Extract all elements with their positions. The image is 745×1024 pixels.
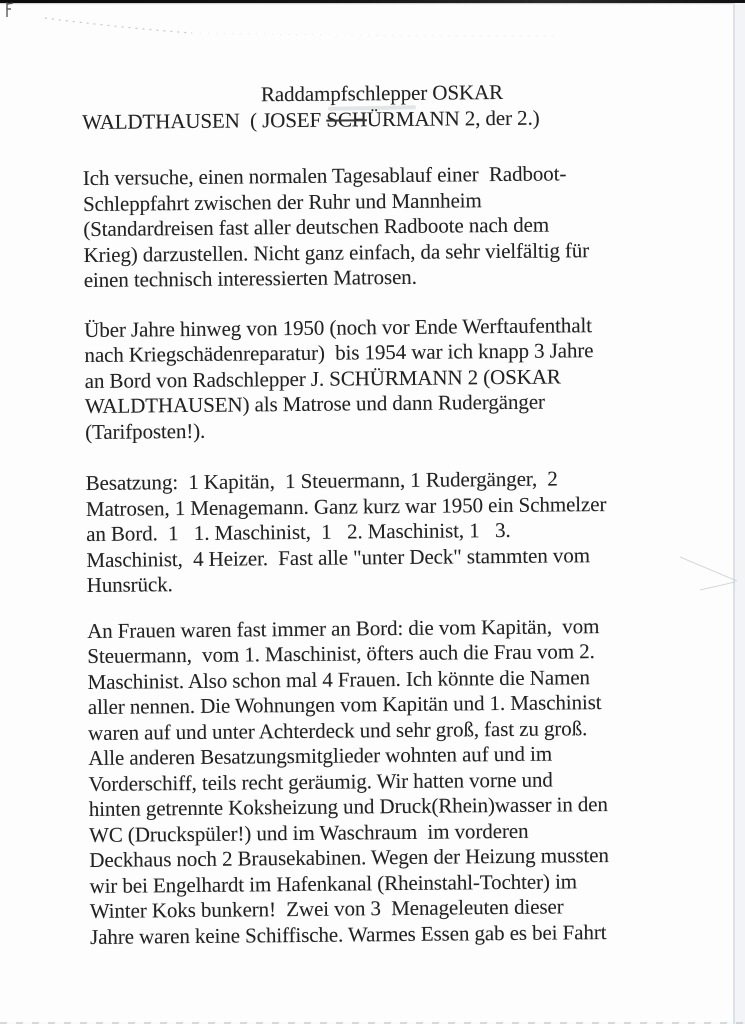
paragraph-families-and-ship: [87, 613, 690, 950]
text-line: an Bord von Radschlepper J. SCHÜRMANN 2 (OSKAR: [84, 363, 561, 393]
text-line: Über Jahre hinweg von 1950 (noch vor Ende Werftaufenthalt: [84, 312, 593, 342]
pen-mark: [7, 2, 13, 17]
text-line: (Tarifposten!).: [85, 418, 206, 444]
text-line: hinten getrennte Koksheizung und Druck(Rhein)wasser in den: [88, 792, 608, 821]
text-line: an Bord. 1 1. Maschinist, 1 2. Maschinist, 1 3.: [86, 517, 511, 546]
text-line: Krieg) darzustellen. Nicht ganz einfach, da sehr vielfältig für: [83, 237, 590, 267]
title-line-2-suffix: ÜRMANN 2, der 2.): [366, 105, 540, 131]
paragraph-crew: [86, 465, 687, 598]
text-line: waren auf und unter Achterdeck und sehr groß, fast zu groß.: [87, 715, 588, 745]
text-line: wir bei Engelhardt im Hafenkanal (Rheinstahl-Tochter) im: [89, 868, 578, 898]
text-line: WALDTHAUSEN) als Matrose und dann Rudergänger: [84, 389, 545, 419]
text-line: Besatzung: 1 Kapitän, 1 Steuermann, 1 Rudergänger, 2: [85, 466, 558, 496]
title-line-2: [82, 104, 682, 135]
text-line: Matrosen, 1 Menagemann. Ganz kurz war 1950 ein Schmelzer: [85, 491, 607, 521]
text-line: Vorderschiff, teils recht geräumig. Wir hatten vorne und: [88, 767, 553, 796]
text-line: An Frauen waren fast immer an Bord: die vom Kapitän, vom: [87, 613, 600, 643]
title-line-2-prefix: WALDTHAUSEN ( JOSEF: [82, 107, 327, 134]
crease-line-top-ext: [192, 33, 560, 36]
text-line: Hunsrück.: [86, 572, 173, 597]
text-line: Jahre waren keine Schiffische. Warmes Essen gab es bei Fahrt: [89, 919, 607, 949]
crease-line-right: [680, 557, 737, 590]
text-line: Ich versuche, einen normalen Tagesablauf einer Radboot-: [82, 161, 567, 191]
text-line: (Standardreisen fast aller deutschen Radboote nach dem: [83, 212, 550, 242]
text-line: WC (Druckspüler!) und im Waschraum im vorderen: [88, 818, 529, 847]
document-text: [82, 78, 690, 950]
text-line: Maschinist. Also schon mal 4 Frauen. Ich könnte die Namen: [87, 664, 590, 694]
title-line-1: Raddampfschlepper OSKAR: [260, 79, 504, 107]
crease-line-top: [45, 18, 192, 33]
paragraph-intro: [83, 160, 684, 293]
text-line: Steuermann, vom 1. Maschinist, öfters auch die Frau vom 2.: [87, 639, 595, 668]
text-line: Winter Koks bunkern! Zwei von 3 Menageleuten dieser: [89, 894, 564, 923]
text-line: aller nennen. Die Wohnungen vom Kapitän und 1. Maschinist: [87, 690, 602, 719]
text-line: Deckhaus noch 2 Brausekabinen. Wegen der Heizung mussten: [89, 842, 609, 872]
paragraph-years-aboard: [84, 312, 685, 445]
document-title: [82, 78, 682, 135]
title-strikethrough-text: SCH: [326, 106, 367, 132]
text-line: Alle anderen Besatzungsmitglieder wohnten auf und im: [88, 741, 553, 770]
text-line: einen technisch interessierten Matrosen.: [83, 264, 417, 293]
text-line: Schleppfahrt zwischen der Ruhr und Mannheim: [82, 187, 482, 216]
text-line: Maschinist, 4 Heizer. Fast alle "unter Deck" stammten vom: [86, 542, 590, 572]
text-line: nach Kriegschädenreparatur) bis 1954 war ich knapp 3 Jahre: [84, 338, 594, 368]
